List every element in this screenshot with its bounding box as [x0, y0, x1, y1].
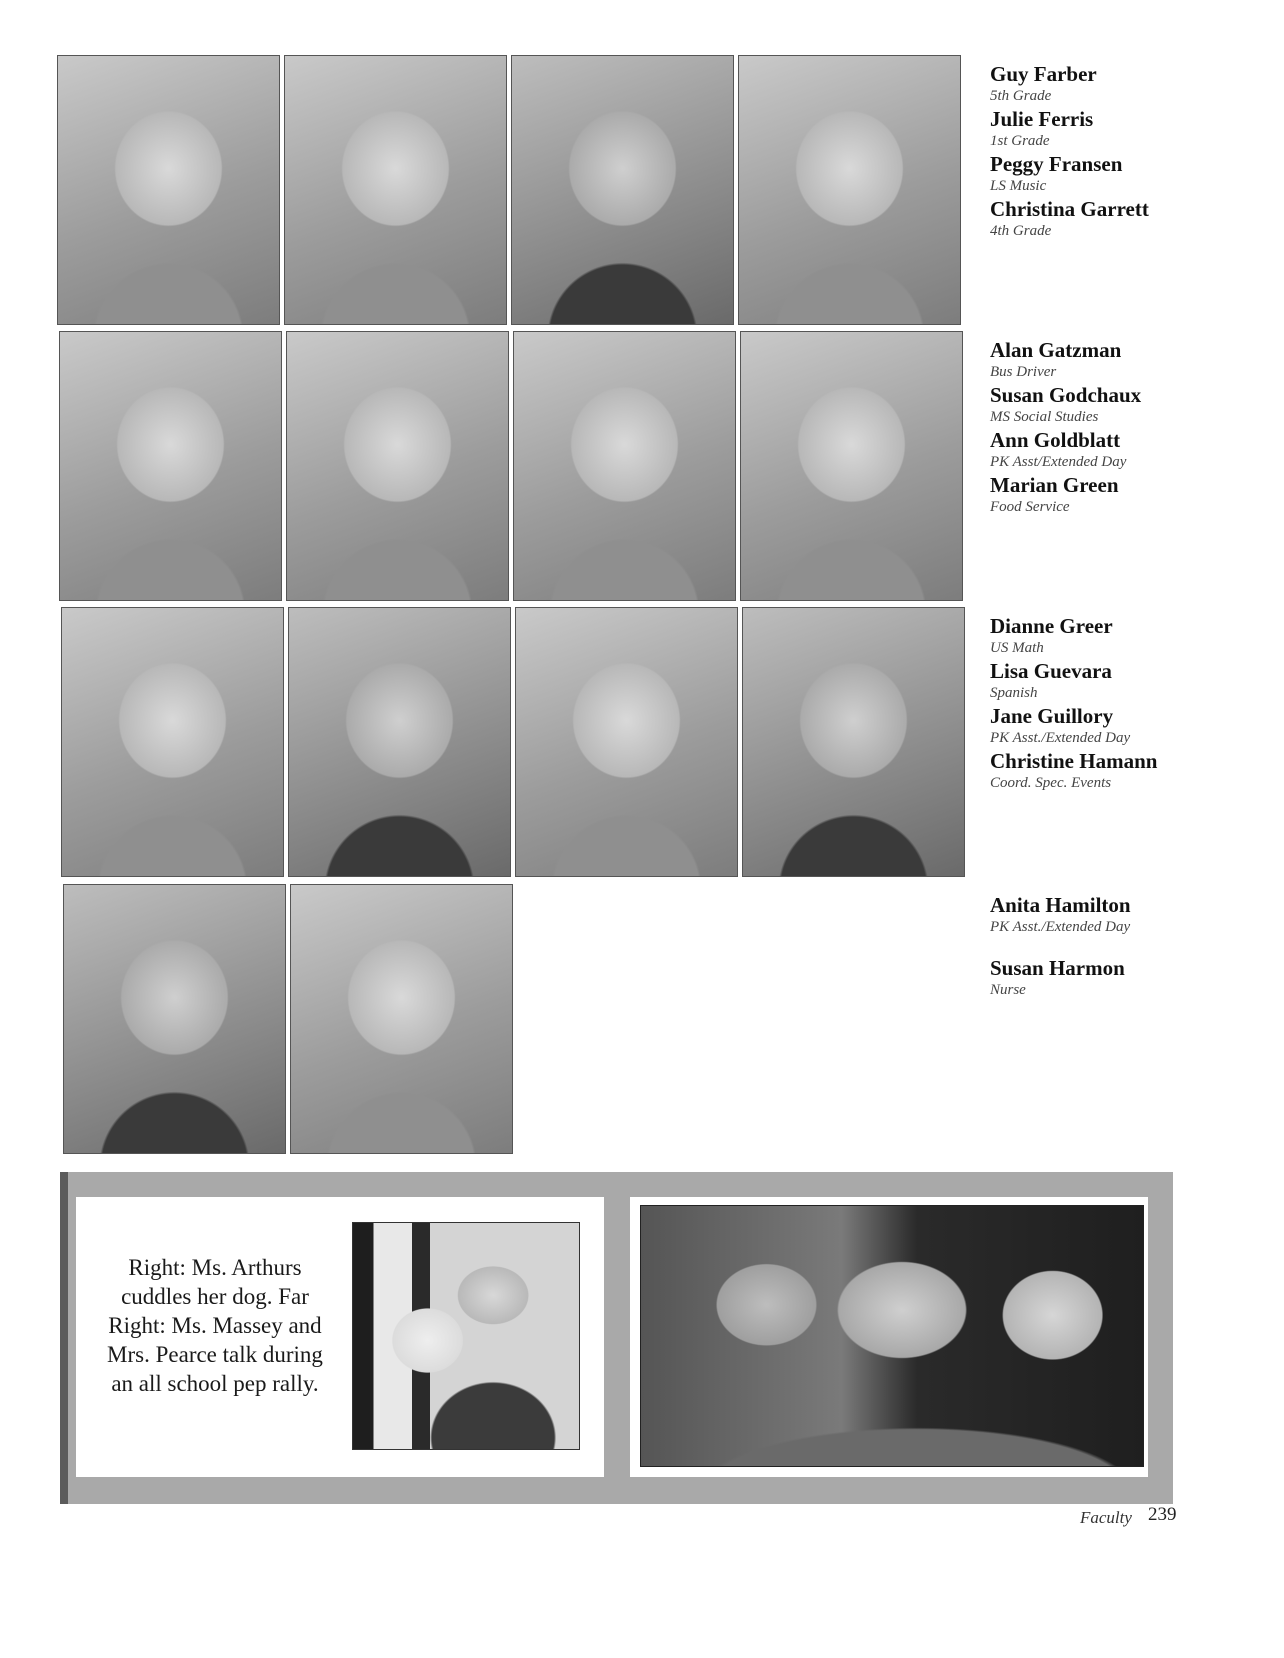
staff-name: Marian Green	[990, 473, 1119, 497]
staff-role: PK Asst./Extended Day	[990, 730, 1131, 746]
portrait-jane-guillory	[515, 607, 738, 877]
portrait-julie-ferris	[284, 55, 507, 325]
staff-name: Alan Gatzman	[990, 338, 1122, 362]
portrait-christina-garrett	[738, 55, 961, 325]
staff-name: Anita Hamilton	[990, 893, 1131, 917]
name-block-1	[990, 62, 1230, 242]
photo-caption: Right: Ms. Arthurs cuddles her dog. Far Right: Ms. Massey and Mrs. Pearce talk during an all school pep rally.	[107, 1255, 323, 1396]
staff-name: Guy Farber	[990, 62, 1097, 86]
staff-role: Nurse	[990, 982, 1026, 998]
portrait-alan-gatzman	[59, 331, 282, 601]
name-block-3	[990, 614, 1230, 794]
portrait-dianne-greer	[61, 607, 284, 877]
page-number: 239	[1148, 1504, 1177, 1525]
staff-role: Food Service	[990, 499, 1070, 515]
staff-name: Lisa Guevara	[990, 659, 1112, 683]
staff-role: PK Asst./Extended Day	[990, 919, 1131, 935]
staff-role: PK Asst/Extended Day	[990, 454, 1127, 470]
section-label: Faculty	[1080, 1508, 1132, 1527]
staff-name: Susan Harmon	[990, 956, 1125, 980]
staff-name: Julie Ferris	[990, 107, 1094, 131]
staff-name: Ann Goldblatt	[990, 428, 1121, 452]
staff-role: Bus Driver	[990, 364, 1057, 380]
staff-role: MS Social Studies	[990, 409, 1099, 425]
portrait-susan-godchaux	[286, 331, 509, 601]
staff-role: Spanish	[990, 685, 1038, 701]
staff-name: Christine Hamann	[990, 749, 1158, 773]
staff-name: Peggy Fransen	[990, 152, 1123, 176]
staff-name: Jane Guillory	[990, 704, 1114, 728]
portrait-susan-harmon	[290, 884, 513, 1154]
staff-role: 4th Grade	[990, 223, 1052, 239]
staff-role: Coord. Spec. Events	[990, 775, 1112, 791]
staff-name: Dianne Greer	[990, 614, 1113, 638]
portrait-anita-hamilton	[63, 884, 286, 1154]
portrait-marian-green	[740, 331, 963, 601]
staff-name: Susan Godchaux	[990, 383, 1142, 407]
pep-rally-photo	[640, 1205, 1144, 1467]
name-block-2	[990, 338, 1230, 518]
dog-photo	[352, 1222, 580, 1450]
staff-role: 5th Grade	[990, 88, 1052, 104]
staff-name: Christina Garrett	[990, 197, 1149, 221]
portrait-guy-farber	[57, 55, 280, 325]
staff-role: US Math	[990, 640, 1044, 656]
staff-role: LS Music	[990, 178, 1047, 194]
portrait-lisa-guevara	[288, 607, 511, 877]
portrait-ann-goldblatt	[513, 331, 736, 601]
portrait-christine-hamann	[742, 607, 965, 877]
portrait-peggy-fransen	[511, 55, 734, 325]
name-block-4	[990, 893, 1230, 1001]
staff-role: 1st Grade	[990, 133, 1050, 149]
